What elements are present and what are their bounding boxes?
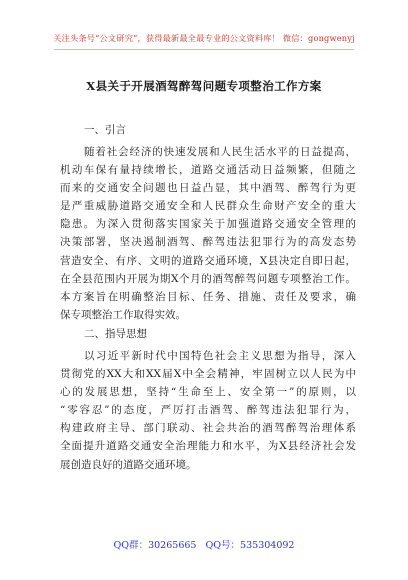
paragraph-line: “零容忍”的态度，严厉打击酒驾、醉驾违法犯罪行为， — [60, 404, 356, 417]
paragraph-line: 以习近平新时代中国特色社会主义思想为指导，深入 — [84, 350, 356, 362]
paragraph-line: 决策部署，坚决遏制酒驾、醉驾违法犯罪行为的高发态势 — [60, 236, 356, 249]
paragraph-line: 构建政府主导、部门联动、社会共治的酒驾醉驾治理体系 — [60, 422, 356, 435]
header-divider — [54, 49, 354, 50]
paragraph-line: 在全县范围内开展为期X个月的酒驾醉驾问题专项整治工作。 — [60, 272, 356, 285]
header-promo-note: 关注头条号“公文研究”，获得最新最全最专业的公文资料库！ 微信：gongwenyj — [53, 33, 355, 43]
paragraph-line: 保专项整治工作取得实效。 — [60, 308, 186, 321]
paragraph-line: 是严重威胁道路交通安全和人民群众生命财产安全的重大 — [60, 200, 356, 213]
section-heading-intro: 一、引言 — [84, 124, 126, 136]
paragraph-line: 营造安全、有序、文明的道路交通环境，X县决定自即日起， — [60, 254, 356, 267]
paragraph-line: 随着社会经济的快速发展和人民生活水平的日益提高， — [84, 146, 356, 158]
paragraph-line: 贯彻党的XX大和XX届X中全会精神，牢固树立以人民为中 — [60, 368, 356, 381]
paragraph-line: 而来的交通安全问题也日益凸显，其中酒驾、醉驾行为更 — [60, 182, 356, 195]
paragraph-line: 全面提升道路交通安全治理能力和水平，为X县经济社会发 — [60, 440, 356, 453]
footer-qq-number: QQ号：535304092 — [205, 540, 295, 551]
section-heading-guiding-thought: 二、指导思想 — [84, 328, 147, 340]
footer-qq-group: QQ群：30265665 — [113, 540, 197, 551]
paragraph-line: 机动车保有量持续增长，道路交通活动日益频繁，但随之 — [60, 164, 356, 177]
footer-contact — [0, 537, 408, 551]
paragraph-line: 心的发展思想，坚持“生命至上、安全第一”的原则，以 — [60, 386, 356, 399]
paragraph-line: 展创造良好的道路交通环境。 — [60, 458, 197, 471]
paragraph-line: 本方案旨在明确整治目标、任务、措施、责任及要求，确 — [60, 290, 356, 303]
paragraph-line: 隐患。为深入贯彻落实国家关于加强道路交通安全管理的 — [60, 218, 356, 231]
section-body-guiding-thought — [60, 347, 356, 474]
document-title: X县关于开展酒驾醉驾问题专项整治工作方案 — [86, 79, 322, 93]
section-body-intro — [60, 143, 356, 324]
